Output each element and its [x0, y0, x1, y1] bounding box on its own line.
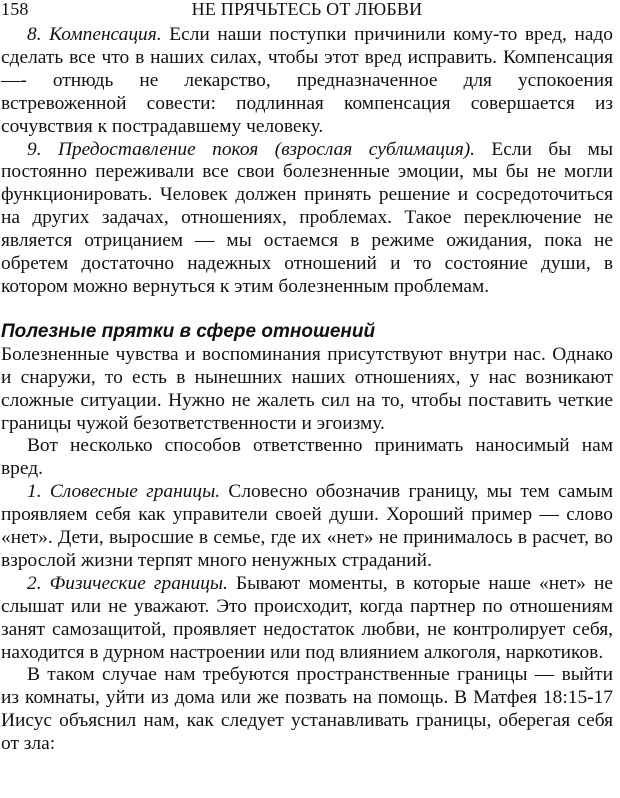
- paragraph-spatial-boundaries: [1, 664, 613, 756]
- text-spatial-boundaries: В таком случае нам требуются пространственные границы — выйти из комнаты, уйти из дома или же позвать на помощь. В Матфея 18:15-17 Иисус объяснил нам, как следует устанавливать границы, оберегая себя от зла:: [1, 664, 613, 755]
- term-sublimation: 9. Предоставление покоя (взрослая сублимация).: [27, 138, 476, 160]
- paragraph-compensation: [1, 24, 613, 139]
- term-physical-boundaries: 2. Физические границы.: [27, 572, 228, 594]
- text-verbal-boundaries: Словесно обозначив границу, мы тем самым проявляем себя как управители своей души. Хороший пример — слово «нет». Дети, выросшие в семье, где их «нет» не принималось в расчет, во взрослой жизни терпят много ненужных страданий.: [1, 481, 613, 571]
- text-compensation: Если наши поступки причинили кому-то вред, надо сделать все что в наших силах, чтобы этот вред исправить. Компенсация —- отнюдь не лекарство, предназначенное для успокоения встревоженной совести: подлинная компенсация совершается из сочувствия к пострадавшему человеку.: [1, 24, 613, 137]
- paragraph-verbal-boundaries: [1, 481, 613, 573]
- text-sublimation: Если бы мы постоянно переживали все свои болезненные эмоции, мы бы не могли функционировать. Человек должен принять решение и сосредоточиться на других задачах, отношениях, проблемах. Такое переключение не является отрицанием — мы остаемся в режиме ожидания, пока не обретем достаточно надежных отношений и то состояние души, в котором можно вернуться к этим болезненным проблемам.: [1, 138, 613, 297]
- paragraph-methods: [1, 435, 613, 481]
- text-physical-boundaries: Бывают моменты, в которые наше «нет» не слышат или не уважают. Это происходит, когда партнер по отношениям занят самозащитой, проявляет недостаток любви, не контролирует себя, находится в дурном настроении или под влиянием алкоголя, наркотиков.: [1, 572, 613, 663]
- paragraph-physical-boundaries: [1, 573, 613, 665]
- page-number: 158: [1, 0, 29, 19]
- text-intro: Болезненные чувства и воспоминания присутствуют внутри нас. Однако и снаружи, то есть в нынешних наших отношениях, у нас возникают сложные ситуации. Нужно не жалеть сил на то, чтобы поставить четкие границы чужой безответственности и эгоизму.: [1, 343, 613, 434]
- running-head: НЕ ПРЯЧЬТЕСЬ ОТ ЛЮБВИ: [191, 0, 423, 19]
- paragraph-intro: [1, 344, 613, 436]
- section-heading: Полезные прятки в сфере отношений: [1, 320, 376, 342]
- term-verbal-boundaries: 1. Словесные границы.: [27, 481, 221, 503]
- paragraph-sublimation: [1, 139, 613, 299]
- term-compensation: 8. Компенсация.: [27, 24, 162, 45]
- text-methods: Вот несколько способов ответственно принимать наносимый нам вред.: [1, 435, 613, 480]
- page-body: [1, 24, 613, 756]
- page-header: [1, 0, 613, 24]
